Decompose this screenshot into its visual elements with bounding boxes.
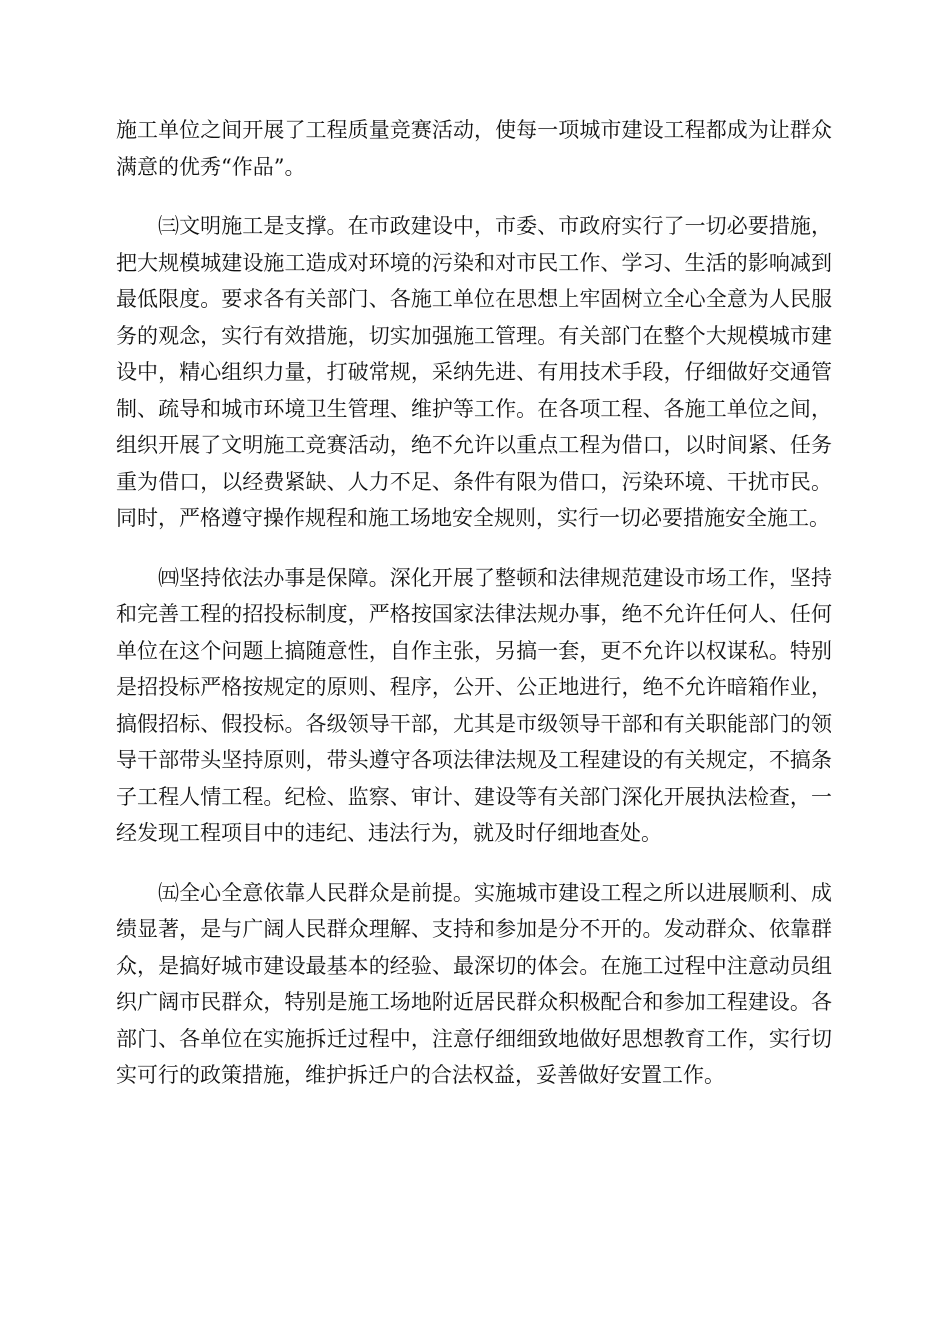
document-body — [116, 112, 832, 1094]
paragraph-continuation: 施工单位之间开展了工程质量竞赛活动，使每一项城市建设工程都成为让群众满意的优秀“作品”。 — [116, 118, 832, 179]
paragraph-civilized-construction: ㈢文明施工是支撑。在市政建设中，市委、市政府实行了一切必要措施，把大规模城建设施工造成对环境的污染和对市民工作、学习、生活的影响减到最低限度。要求各有关部门、各施工单位在思想上牢固树立全心全意为人民服务的观念，实行有效措施，切实加强施工管理。有关部门在整个大规模城市建设中，精心组织力量，打破常规，采纳先进、有用技术手段，仔细做好交通管制、疏导和城市环境卫生管理、维护等工作。在各项工程、各施工单位之间，组织开展了文明施工竞赛活动，绝不允许以重点工程为借口，以时间紧、任务重为借口，以经费紧缺、人力不足、条件有限为借口，污染环境、干扰市民。同时，严格遵守操作规程和施工场地安全规则，实行一切必要措施安全施工。 — [116, 214, 832, 530]
paragraph-lawful-conduct: ㈣坚持依法办事是保障。深化开展了整顿和法律规范建设市场工作，坚持和完善工程的招投标制度，严格按国家法律法规办事，绝不允许任何人、任何单位在这个问题上搞随意性，自作主张，另搞一套，更不允许以权谋私。特别是招投标严格按规定的原则、程序，公开、公正地进行，绝不允许暗箱作业，搞假招标、假投标。各级领导干部，尤其是市级领导干部和有关职能部门的领导干部带头坚持原则，带头遵守各项法律法规及工程建设的有关规定，不搞条子工程人情工程。纪检、监察、审计、建设等有关部门深化开展执法检查，一经发现工程项目中的违纪、违法行为，就及时仔细地查处。 — [116, 565, 832, 845]
paragraph-rely-on-people: ㈤全心全意依靠人民群众是前提。实施城市建设工程之所以进展顺利、成绩显著，是与广阔人民群众理解、支持和参加是分不开的。发动群众、依靠群众，是搞好城市建设最基本的经验、最深切的体会。在施工过程中注意动员组织广阔市民群众，特别是施工场地附近居民群众积极配合和参加工程建设。各部门、各单位在实施拆迁过程中，注意仔细细致地做好思想教育工作，实行切实可行的政策措施，维护拆迁户的合法权益，妥善做好安置工作。 — [116, 880, 832, 1087]
